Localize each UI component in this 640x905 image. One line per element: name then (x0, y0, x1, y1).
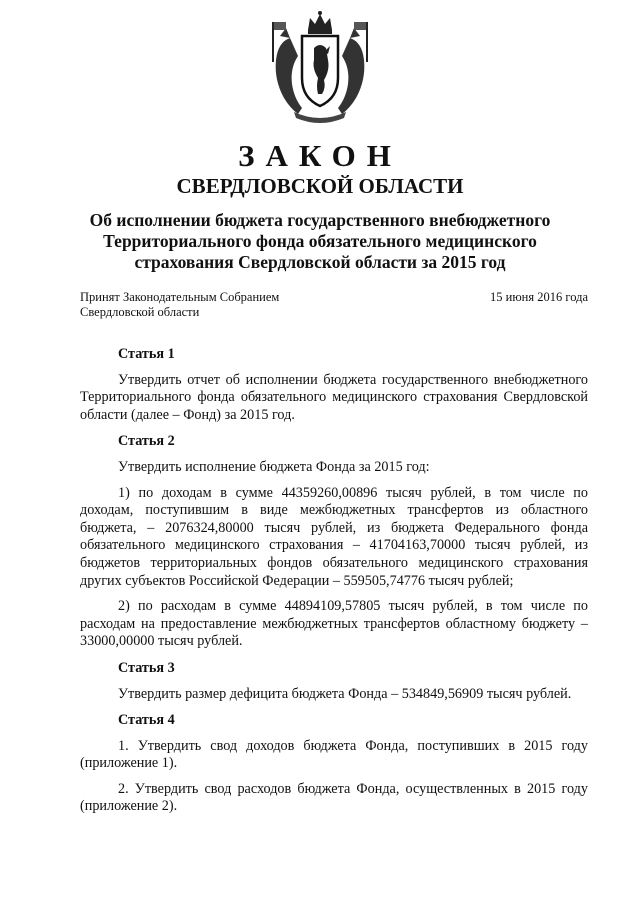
coat-of-arms-icon (268, 8, 372, 126)
article-3-paragraph-1: Утвердить размер дефицита бюджета Фонда – 534849,56909 тысяч рублей. (118, 685, 572, 702)
article-2-paragraph-3: 2) по расходам в сумме 44894109,57805 тысяч рублей, в том числе по расходам на предоставление межбюджетных трансфертов областному бюджету – 33000,00000 тысяч рублей. (80, 598, 588, 650)
article-1-heading: Статья 1 (118, 346, 175, 362)
article-2-paragraph-1: Утвердить исполнение бюджета Фонда за 2015 год: (118, 458, 430, 475)
adoption-line-2: Свердловской области (80, 305, 200, 319)
article-2-paragraph-2: 1) по доходам в сумме 44359260,00896 тысяч рублей, в том числе по доходам, поступившим в виде межбюджетных трансфертов из областного бюджета, – 2076324,80000 тысяч рублей, из бюджета Федерального фонда обязательного медицинского страхования – 41704163,70000 тысяч рублей, из бюджетов территориальных фондов обязательного медицинского страхования других субъектов Российской Федерации – 559505,74776 тысяч рублей; (80, 484, 588, 589)
document-title: ЗАКОН (238, 138, 402, 173)
article-4-heading: Статья 4 (118, 712, 175, 729)
article-4-paragraph-2: 2. Утвердить свод расходов бюджета Фонда, осуществленных в 2015 году (приложение 2). (80, 780, 588, 815)
adoption-date: 15 июня 2016 года (490, 290, 588, 304)
article-3-heading: Статья 3 (118, 659, 175, 676)
adoption-body (80, 290, 340, 320)
document-region: СВЕРДЛОВСКОЙ ОБЛАСТИ (176, 174, 464, 198)
document-body (80, 346, 588, 824)
law-title: Об исполнении бюджета государственного внебюджетного Территориального фонда обязательного медицинского страхования Свердловской области за 2015 год (89, 210, 551, 272)
adoption-line-1: Принят Законодательным Собранием (80, 290, 280, 304)
article-4-paragraph-1: 1. Утвердить свод доходов бюджета Фонда, поступивших в 2015 году (приложение 1). (80, 737, 588, 772)
article-1-paragraph-1: Утвердить отчет об исполнении бюджета государственного внебюджетного Территориального фонда обязательного медицинского страхования Свердловской области (далее – Фонд) за 2015 год. (80, 371, 588, 423)
article-2-heading: Статья 2 (118, 433, 175, 450)
